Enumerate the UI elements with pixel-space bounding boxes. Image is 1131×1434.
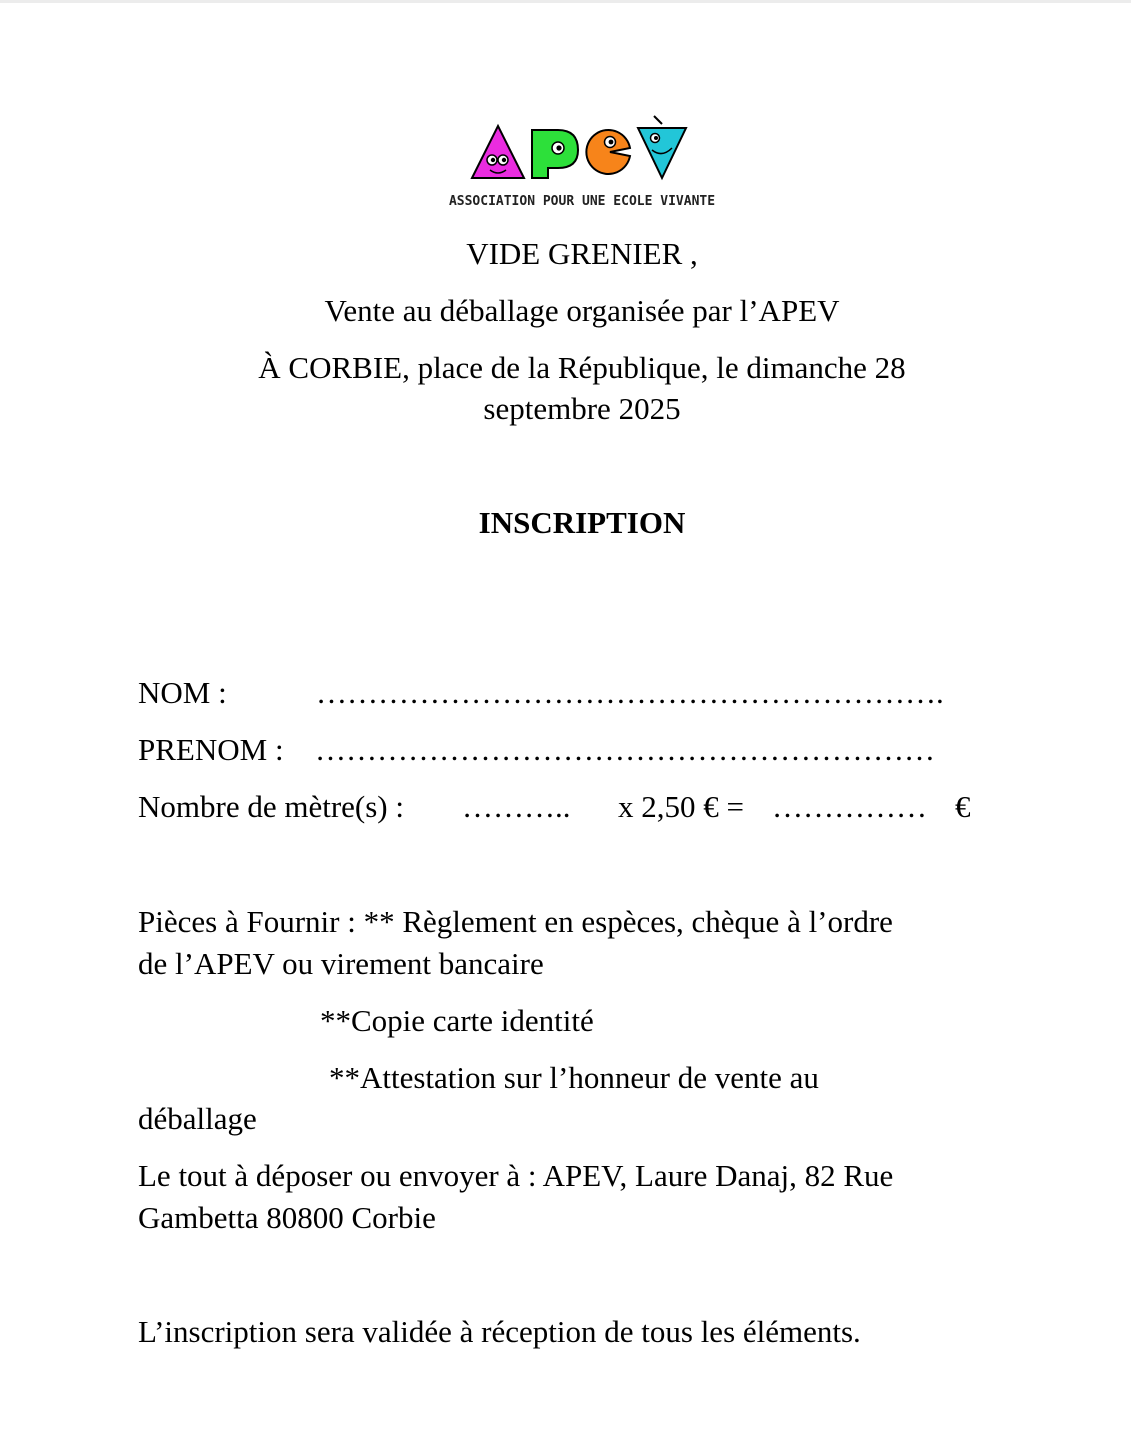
event-location-line2: septembre 2025: [483, 391, 681, 426]
requirement-attestation-line2: déballage: [138, 1101, 257, 1136]
logo-tagline: ASSOCIATION POUR UNE ECOLE VIVANTE: [448, 194, 716, 209]
nom-label: NOM :: [138, 675, 227, 710]
send-address-line1: Le tout à déposer ou envoyer à : APEV, Laure Danaj, 82 Rue: [138, 1158, 894, 1193]
currency-symbol: €: [955, 789, 971, 824]
send-address-line2: Gambetta 80800 Corbie: [138, 1200, 436, 1235]
nom-field[interactable]: …………………………………………………….: [316, 675, 944, 710]
price-text: x 2,50 € =: [618, 789, 744, 824]
prenom-field[interactable]: ……………………………………………………: [315, 732, 935, 767]
validation-note: L’inscription sera validée à réception de tous les éléments.: [138, 1314, 861, 1349]
event-title: VIDE GRENIER ,: [466, 236, 698, 271]
total-field[interactable]: ……………: [772, 789, 927, 824]
page-top-border: [0, 0, 1131, 3]
event-location-line1: À CORBIE, place de la République, le dimanche 28: [258, 350, 906, 385]
metres-label: Nombre de mètre(s) :: [138, 789, 404, 824]
form-heading: INSCRIPTION: [478, 505, 686, 540]
requirement-attestation-line1: **Attestation sur l’honneur de vente au: [329, 1060, 819, 1095]
apev-logo: [440, 112, 724, 212]
requirements-line1: Pièces à Fournir : ** Règlement en espèces, chèque à l’ordre: [138, 904, 893, 939]
requirements-line2: de l’APEV ou virement bancaire: [138, 946, 544, 981]
prenom-label: PRENOM :: [138, 732, 284, 767]
requirement-copy-id: **Copie carte identité: [320, 1003, 594, 1038]
event-subtitle: Vente au déballage organisée par l’APEV: [324, 293, 840, 328]
metres-field[interactable]: ………..: [462, 789, 571, 824]
